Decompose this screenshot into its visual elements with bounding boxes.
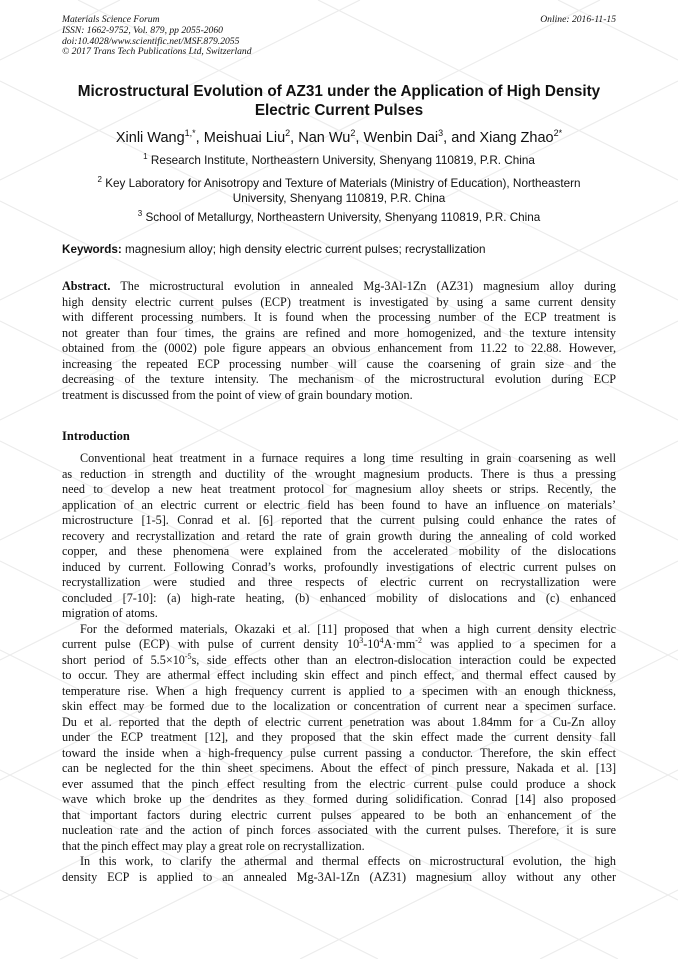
body-line: under the ECP treatment [12], and they proposed that the skin effect made the current density fall: [62, 730, 616, 744]
affiliation-sup: 1: [143, 152, 148, 161]
affiliation-sup: 2: [97, 175, 102, 184]
journal-header: [62, 15, 252, 58]
body-line: [62, 637, 616, 653]
text-span: short period of 5.5×10: [62, 652, 185, 667]
affiliation-text: Research Institute, Northeastern University, Shenyang 110819, P.R. China: [150, 153, 535, 167]
text-span: current pulse (ECP) with pulse of current density 10: [62, 637, 360, 651]
author-sup: 2: [350, 128, 356, 138]
abstract-line: decreasing of the texture intensity. The mechanism of the microstructural evolution during ECP: [62, 372, 616, 386]
body-line: application of an electric current or electric field has been found to have an influence on materials’: [62, 497, 616, 512]
affiliation-3: [62, 206, 616, 225]
author-name: Meishuai Liu: [203, 129, 286, 146]
keywords: [62, 242, 616, 257]
issn-line: ISSN: 1662-9752, Vol. 879, pp 2055-2060: [62, 24, 223, 36]
author-sup: 3: [438, 128, 444, 138]
abstract-line: increasing the repeated ECP processing number will cause the coarsening of grain size and the: [62, 356, 616, 371]
text-span: was applied to a specimen for a: [421, 637, 616, 651]
superscript: 4: [379, 635, 384, 645]
body-line: recovery and recrystallization and retard the rate of grain growth during the annealing of cold worked: [62, 528, 616, 543]
introduction-body: [62, 451, 616, 885]
online-date: Online: 2016-11-15: [540, 14, 616, 25]
body-line: that important factors during electric current pulses appeared to be both an enhancement of the: [62, 807, 616, 822]
affiliation-sup: 3: [137, 209, 143, 218]
body-line: as reduction in strength and ductility of the wrought magnesium products. There is thus a pressing: [62, 466, 616, 481]
body-line: ever assumed that the pinch effect resulting from the electric current pulse could produce a shock: [62, 776, 616, 791]
text-span: s, side effects other than an electron-dislocation interaction could be expected: [191, 652, 616, 667]
text-span: -10: [363, 637, 380, 651]
body-line: copper, and these phenomena were explained from the accelerated mobility of the dislocations: [62, 544, 616, 558]
abstract-line: treatment is discussed from the point of view of grain boundary motion.: [62, 387, 413, 402]
body-line: Conventional heat treatment in a furnace requires a long time resulting in grain coarsening as well: [80, 451, 616, 465]
abstract-label: Abstract.: [62, 279, 111, 293]
abstract-line: obtained from the (0002) pole figure appears an obvious enhancement from 11.22 to 22.88. However,: [62, 341, 616, 355]
abstract-line: [62, 279, 616, 295]
body-line: wave which broke up the dendrites as they formed during solidification. Conrad [14] also proposed: [62, 792, 616, 806]
body-line: microstructure [1-5]. Conrad et al. [6] reported that the current pulsing could enhance the rates of: [62, 513, 616, 527]
title-line: Electric Current Pulses: [254, 102, 424, 119]
text-span: The microstructural evolution in annealed Mg-3Al-1Zn (AZ31) magnesium alloy during: [120, 279, 616, 293]
author-sup: 1,*: [184, 128, 196, 138]
author-name: Xiang Zhao: [479, 129, 554, 146]
body-line: toward the inside when a high-frequency pulse current passing a conductor. Therefore, the skin effect: [62, 745, 616, 760]
body-line: temperature rise. When a high frequency current is applied to a specimen with an enough thickness,: [62, 683, 616, 698]
abstract: [62, 279, 616, 403]
abstract-line: with different processing numbers. It is found when the processing number of the ECP treatment is: [62, 310, 616, 324]
doi-link[interactable]: doi:10.4028/www.scientific.net/MSF.879.2055: [62, 35, 240, 47]
superscript: -2: [415, 635, 422, 645]
section-heading: Introduction: [62, 429, 130, 443]
affiliation-text: University, Shenyang 110819, P.R. China: [232, 191, 446, 205]
affiliation-1: [62, 149, 616, 168]
affiliation-2: [62, 172, 616, 206]
body-line: that the pinch effect may play a great role on recrystallization.: [62, 838, 365, 853]
keywords-text: magnesium alloy; high density electric current pulses; recrystallization: [125, 243, 486, 256]
body-line: For the deformed materials, Okazaki et al. [11] proposed that when a high current density electric: [80, 621, 616, 636]
author-list: Xinli Wang$^{1,*}$, Meishuai Liu$^2$, Nan Wu$^2$, Wenbin Dai$^3$, and Xiang Zhao$^{2*}$: [115, 128, 563, 146]
body-line: nucleation rate and the action of pinch forces associated with the current pulses. Therefore, it is sure: [62, 823, 616, 837]
body-line: [62, 653, 616, 669]
superscript: -5: [184, 651, 192, 661]
author-name: Nan Wu: [298, 129, 351, 146]
body-line: need to develop a new heat treatment protocol for magnesium alloy sheets or strips. Recently, the: [62, 482, 616, 496]
author-sup: 2: [285, 128, 291, 138]
body-line: migration of atoms.: [62, 606, 158, 620]
affiliation-text: Key Laboratory for Anisotropy and Texture of Materials (Ministry of Education), Northeastern: [105, 176, 581, 190]
abstract-line: not greater than four times, the grains are refined and more homogenized, and the texture intensity: [62, 325, 616, 340]
superscript: 3: [359, 635, 364, 645]
copyright-line: © 2017 Trans Tech Publications Ltd, Switzerland: [62, 46, 252, 58]
body-line: recrystallization were studied and three respects of electric current on recrystallization were: [62, 575, 616, 589]
keywords-label: Keywords:: [62, 243, 122, 256]
body-line: to occur. They are athermal effect including skin effect and pinch effect, and thermal effect caused by: [62, 668, 616, 682]
title-line: Microstructural Evolution of AZ31 under the Application of High Density: [77, 83, 601, 100]
text-span: A·mm: [383, 637, 416, 651]
author-name: Xinli Wang: [115, 129, 185, 146]
abstract-line: high density electric current pulses (ECP) treatment is investigated by using a same current density: [62, 294, 616, 309]
author-sup: 2*: [553, 128, 563, 138]
body-line: In this work, to clarify the athermal and thermal effects on microstructural evolution, the high: [80, 854, 616, 868]
paper-title: [62, 82, 616, 120]
body-line: skin effect may be formed due to the localization or concentration of current near a specimen surface.: [62, 699, 616, 713]
body-line: density ECP is applied to an annealed Mg-3Al-1Zn (AZ31) magnesium alloy without any other: [62, 869, 616, 884]
body-line: can be neglected for the thin sheet specimens. About the effect of pinch pressure, Nakada et al. [13]: [62, 761, 616, 775]
body-line: induced by current. Following Conrad’s works, profoundly investigations of electric current pulses on: [62, 559, 616, 574]
body-line: concluded [7-10]: (a) high-rate heating, (b) enhanced mobility of dislocations and (c) enhanced: [62, 590, 616, 605]
body-line: Du et al. reported that the depth of electric current penetration was about 1.84mm for a Cu-Zn alloy: [62, 714, 616, 729]
affiliation-text: School of Metallurgy, Northeastern University, Shenyang 110819, P.R. China: [145, 210, 541, 224]
author-name: Wenbin Dai: [363, 129, 439, 146]
journal-name: Materials Science Forum: [62, 14, 160, 25]
